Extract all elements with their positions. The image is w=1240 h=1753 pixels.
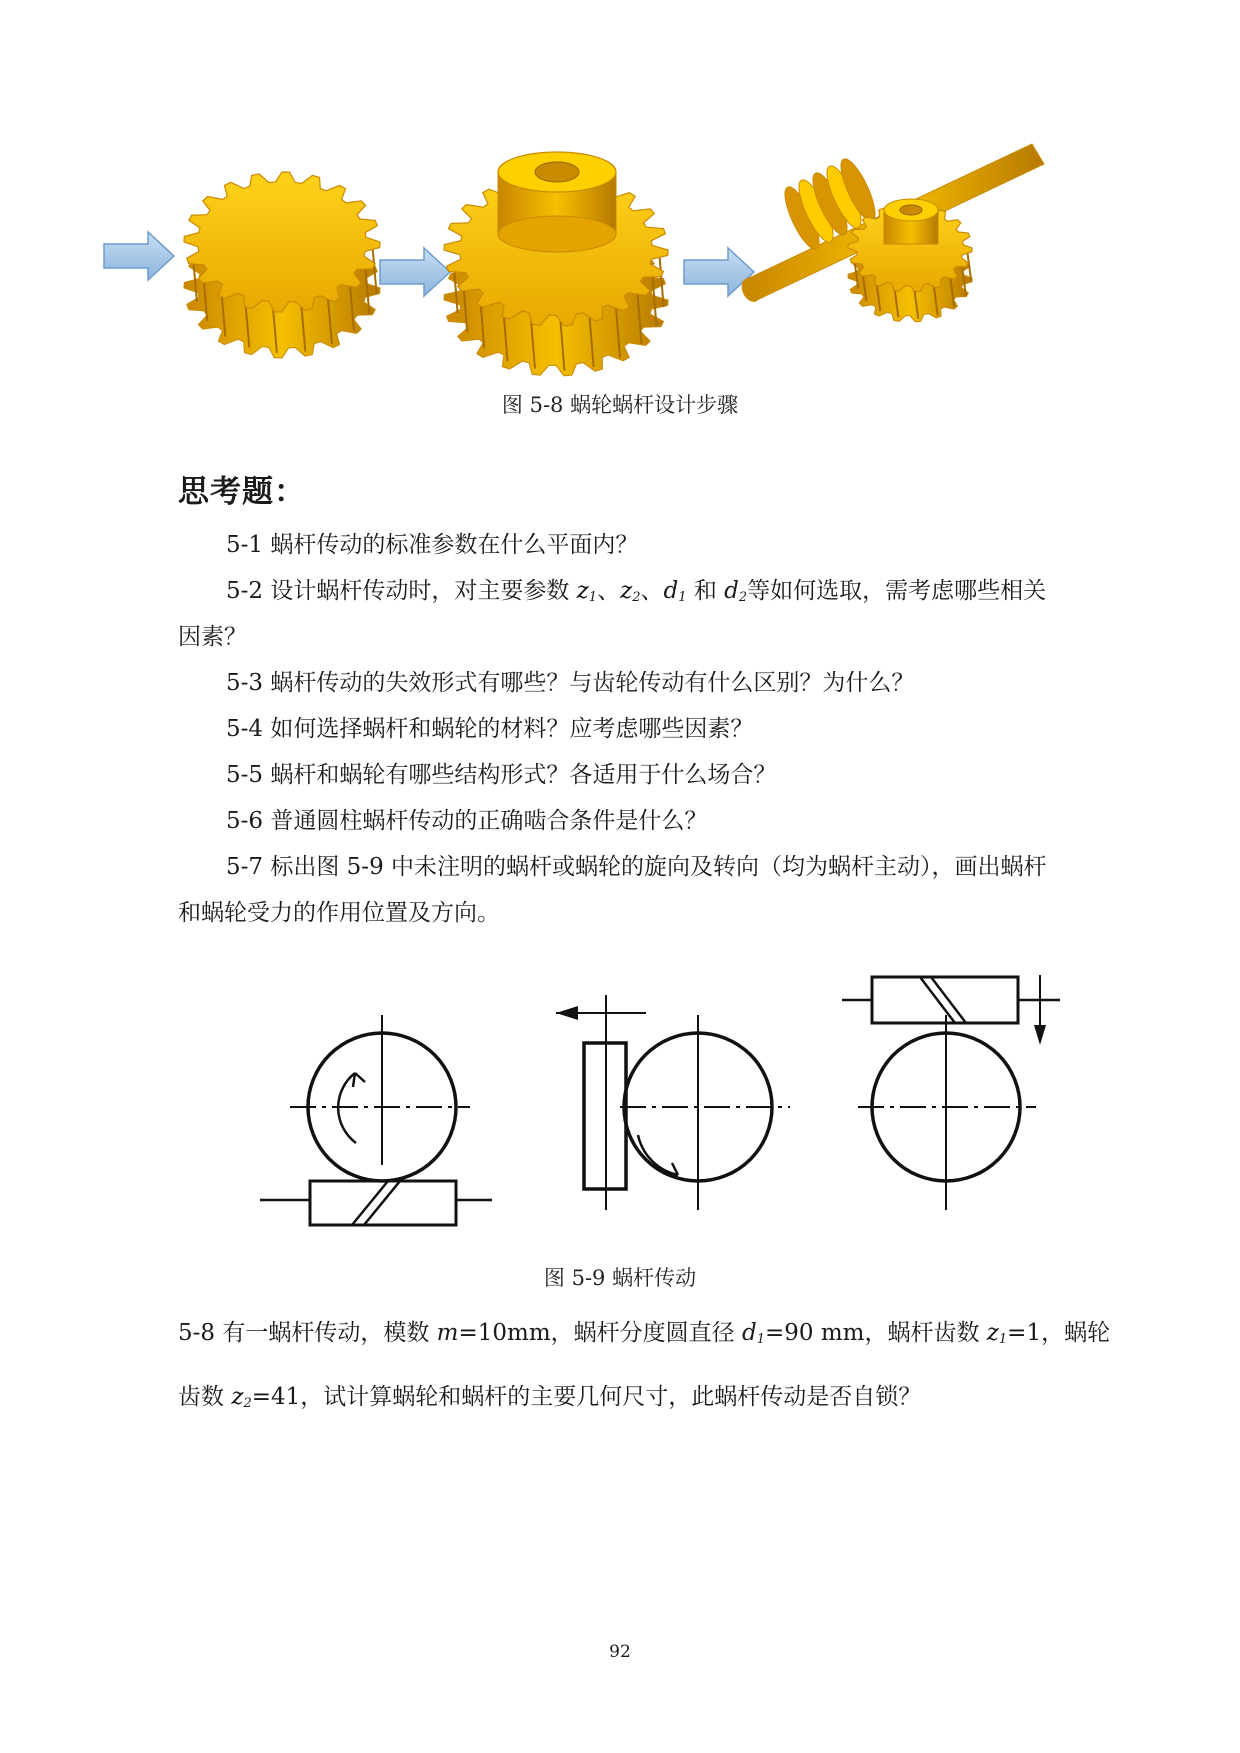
question-5-3 [226,660,914,706]
question-number: 5-7 [226,854,264,880]
page-number: 92 [609,1642,631,1662]
question-text: 蜗杆和蜗轮有哪些结构形式？各适用于什么场合？ [270,762,777,788]
question-5-4 [226,706,753,752]
var-z1: $z_1$ [576,578,598,605]
question-text: 等如何选取，需考虑哪些相关 [747,578,1047,604]
var-m: m [436,1320,459,1346]
question-text: 蜗杆传动的标准参数在什么平面内？ [270,532,639,558]
question-5-6 [226,798,707,844]
question-number: 5-5 [226,762,264,788]
var-z2: $z_2$ [231,1384,252,1411]
problem-text: 有一蜗杆传动，模数 [222,1320,430,1346]
figure-5-8 [100,140,1140,380]
worm-drive-diagram-3 [842,975,1060,1210]
question-text: 设计蜗杆传动时，对主要参数 [270,578,570,604]
figure-5-9-caption: 图 5-9 蜗杆传动 [543,1266,697,1290]
separator: 、 [640,578,664,604]
problem-text: =90 mm，蜗杆齿数 [764,1320,980,1346]
problem-text: =41，试计算蜗轮和蜗杆的主要几何尺寸，此蜗杆传动是否自锁？ [251,1384,922,1410]
worm-drive-diagram-2 [556,995,790,1210]
and-text: 和 [693,578,717,604]
question-number: 5-1 [226,532,264,558]
spur-gear-blank-icon [184,172,380,358]
var-d2: $d_2$ [724,578,748,605]
question-5-5 [226,752,776,798]
figure-5-8-caption: 图 5-8 蜗轮蜗杆设计步骤 [501,393,739,417]
step-arrow-icon [104,232,174,280]
question-number: 5-3 [226,670,264,696]
question-number: 5-2 [226,578,264,604]
problem-number: 5-8 [178,1320,216,1346]
var-z1: $z_1$ [986,1320,1008,1347]
question-5-1 [226,522,638,568]
question-number: 5-4 [226,716,264,742]
question-text: 普通圆柱蜗杆传动的正确啮合条件是什么？ [270,808,708,834]
question-text: 标出图 5-9 中未注明的蜗杆或蜗轮的旋向及转向（均为蜗杆主动），画出蜗杆 [270,854,1047,880]
question-text: 蜗杆传动的失效形式有哪些？与齿轮传动有什么区别？为什么？ [270,670,915,696]
var-d1: $d_1$ [663,578,687,605]
question-5-2 [226,568,1046,621]
small-worm-wheel-icon [848,199,972,322]
figure-5-9 [260,975,1080,1235]
question-5-2-continued: 因素？ [178,624,247,650]
question-5-7-continued: 和蜗轮受力的作用位置及方向。 [178,900,500,926]
step-arrow-icon [380,248,450,296]
problem-text: 齿数 [178,1384,224,1410]
question-5-7 [226,844,1047,890]
problem-text: =10mm，蜗杆分度圆直径 [458,1320,735,1346]
worm-wheel-with-hub-icon [444,152,668,376]
worm-and-wheel-assembly-icon [739,144,1044,322]
var-z2: $z_2$ [620,578,641,605]
worm-drive-diagram-1 [260,1015,492,1225]
problem-5-8-continued [178,1374,921,1427]
var-d1: $d_1$ [741,1320,765,1347]
question-text: 如何选择蜗杆和蜗轮的材料？应考虑哪些因素？ [270,716,754,742]
separator: 、 [597,578,621,604]
problem-5-8 [178,1310,1110,1363]
question-number: 5-6 [226,808,264,834]
problem-text: =1，蜗轮 [1007,1320,1111,1346]
questions-heading: 思考题： [178,474,306,510]
